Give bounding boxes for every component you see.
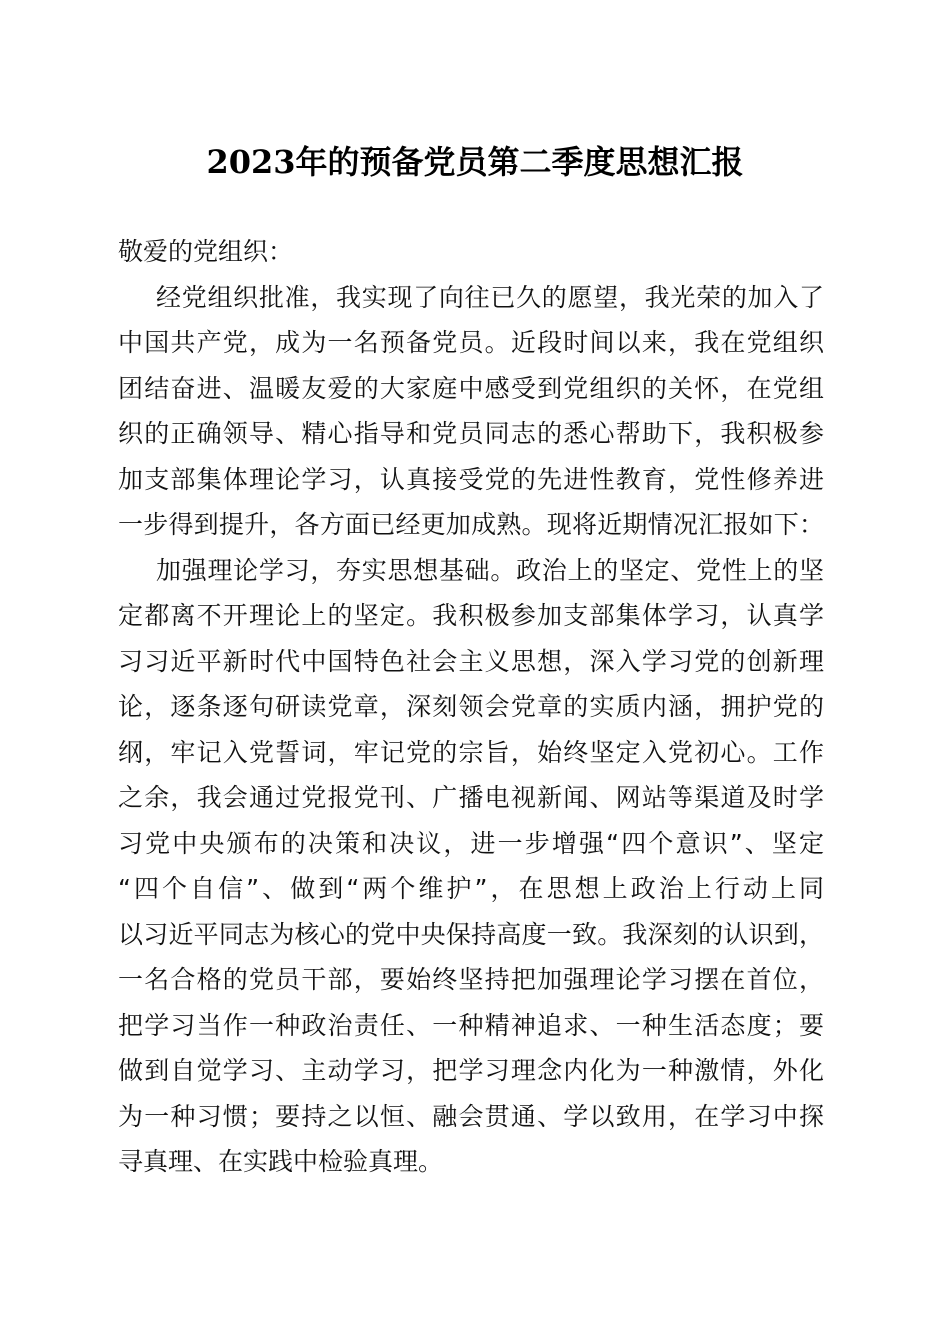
paragraph-line: 习党中央颁布的决策和决议，进一步增强“四个意识”、坚定 (118, 828, 824, 858)
paragraph-line: 习习近平新时代中国特色社会主义思想，深入学习党的创新理 (118, 646, 824, 676)
paragraph-line: 纲，牢记入党誓词，牢记党的宗旨，始终坚定入党初心。工作 (118, 737, 824, 767)
document-title: 2023年的预备党员第二季度思想汇报 (206, 143, 744, 181)
document-body (118, 229, 824, 1185)
paragraph-line: 以习近平同志为核心的党中央保持高度一致。我深刻的认识到， (118, 919, 824, 949)
paragraph-line: 团结奋进、温暖友爱的大家庭中感受到党组织的关怀，在党组 (118, 373, 824, 403)
paragraph-line: 中国共产党，成为一名预备党员。近段时间以来，我在党组织 (118, 328, 824, 357)
paragraph-line: 加强理论学习，夯实思想基础。政治上的坚定、党性上的坚 (156, 555, 824, 585)
paragraph-line: 寻真理、在实践中检验真理。 (118, 1147, 444, 1176)
paragraph-line: 一步得到提升，各方面已经更加成熟。现将近期情况汇报如下： (118, 510, 824, 539)
paragraph-line: 把学习当作一种政治责任、一种精神追求、一种生活态度；要 (118, 1010, 824, 1040)
paragraph-line: “四个自信”、做到“两个维护”，在思想上政治上行动上同 (118, 874, 824, 903)
salutation: 敬爱的党组织： (118, 237, 294, 266)
paragraph-1 (118, 275, 824, 548)
paragraph-line: 做到自觉学习、主动学习，把学习理念内化为一种激情，外化 (118, 1056, 824, 1085)
paragraph-line: 织的正确领导、精心指导和党员同志的悉心帮助下，我积极参 (118, 419, 824, 448)
paragraph-line: 论，逐条逐句研读党章，深刻领会党章的实质内涵，拥护党的 (118, 692, 824, 721)
paragraph-line: 加支部集体理论学习，认真接受党的先进性教育，党性修养进 (118, 464, 824, 494)
paragraph-line: 经党组织批准，我实现了向往已久的愿望，我光荣的加入了 (156, 282, 824, 312)
paragraph-line: 一名合格的党员干部，要始终坚持把加强理论学习摆在首位， (118, 965, 824, 994)
paragraph-2 (118, 548, 824, 1185)
paragraph-line: 定都离不开理论上的坚定。我积极参加支部集体学习，认真学 (118, 601, 824, 630)
paragraph-line: 之余，我会通过党报党刊、广播电视新闻、网站等渠道及时学 (118, 783, 824, 812)
paragraph-line: 为一种习惯；要持之以恒、融会贯通、学以致用，在学习中探 (118, 1101, 824, 1131)
